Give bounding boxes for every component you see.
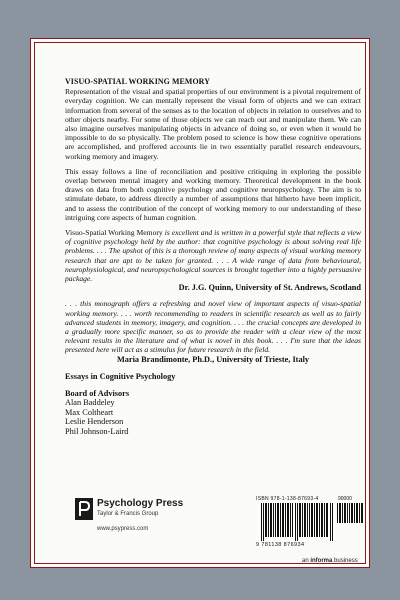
review-quote-1 [65,228,361,283]
board-title: Board of Advisors [65,389,130,399]
quote-1-lead: Visuo-Spatial Working Memory [65,228,163,238]
price-code: 90000 [338,496,352,502]
barcode-block [255,496,365,554]
isbn-barcode-icon [261,503,333,541]
intro-paragraph: Representation of the visual and spatial properties of our environment is a pivotal requirement of everyday cognition. We can mentally represent the visual form of objects and we can extract information from several of the senses as to the location of objects in relation to ourselves and to other objects nearby. For some of those objects we can reach out and manipulate them. We can also imagine ourselves manipulating objects in advance of doing so, or even when it would be impossible to do so physically. The problem posed to science is how these cognitive operations are accomplished, and proffered accounts lie in two essentially parallel research endeavours, working memory and imagery. [65,87,361,161]
book-title: VISUO-SPATIAL WORKING MEMORY [65,77,211,86]
informa-business-tag [302,558,358,564]
series-title: Essays in Cognitive Psychology [65,371,176,381]
review-quote-2: . . . this monograph offers a refreshing and novel view of important aspects of visuo-spatial working memory. . . . worth recommending to readers in scientific research as well as to fairly advanced students in memory, imagery, and cognition. . . . the crucial concepts are developed in a gradually more specific manner, so as to provide the reader with a clear view of the most relevant results in the literature and of what is novel in this book. . . . I'm sure that the ideas presented here will act as a stimulus for future research in the field. [65,299,361,355]
isbn-number: 9 781138 876934 [256,542,305,548]
advisor-list [65,398,361,436]
informa-prefix: an [302,558,311,564]
quote-1-text: is excellent and is written in a powerful style that reflects a view of cognitive psychology held by the author: that cognitive psychology is about solving real life problems. . . . The upshot of this is a thorough review of many aspects of visual working memory research that are apt to be taken for granted. . . . A wide range of data from behavioural, neurophysiological, and neuropsychological sources is brought together into a highly persuasive package. [65,228,361,284]
body-paragraph: This essay follows a line of reconciliation and positive critiquing in exploring the possible overlap between mental imagery and working memory. Theoretical development in the book draws on data from both cognitive psychology and cognitive neuropsychology. The aim is to stimulate debate, to address directly a number of assumptions that hitherto have been implicit, and to assess the contribution of the concept of working memory to our understanding of these intriguing core aspects of human cognition. [65,166,361,222]
advisor-item: Max Coltheart [65,407,114,417]
back-cover-content [41,47,361,437]
publisher-group: Taylor & Francis Group [97,511,159,517]
advisor-item: Alan Baddeley [65,398,115,408]
informa-suffix: business [332,558,358,564]
review-attribution-2: Maria Brandimonte, Ph.D., University of Trieste, Italy [116,354,310,364]
informa-brand: informa [310,558,333,564]
advisor-item: Leslie Henderson [65,417,124,427]
review-attribution-1: Dr. J.G. Quinn, University of St. Andrews, Scotland [178,283,361,293]
publisher-name: Psychology Press [97,498,184,509]
advisor-item: Phil Johnson-Laird [65,427,129,437]
publisher-url: www.psypress.com [97,526,149,532]
publisher-block [75,496,215,556]
psychology-press-logo-icon [75,498,93,520]
isbn-top: ISBN 978-1-138-87693-4 [256,496,319,502]
price-barcode-icon [337,503,363,523]
